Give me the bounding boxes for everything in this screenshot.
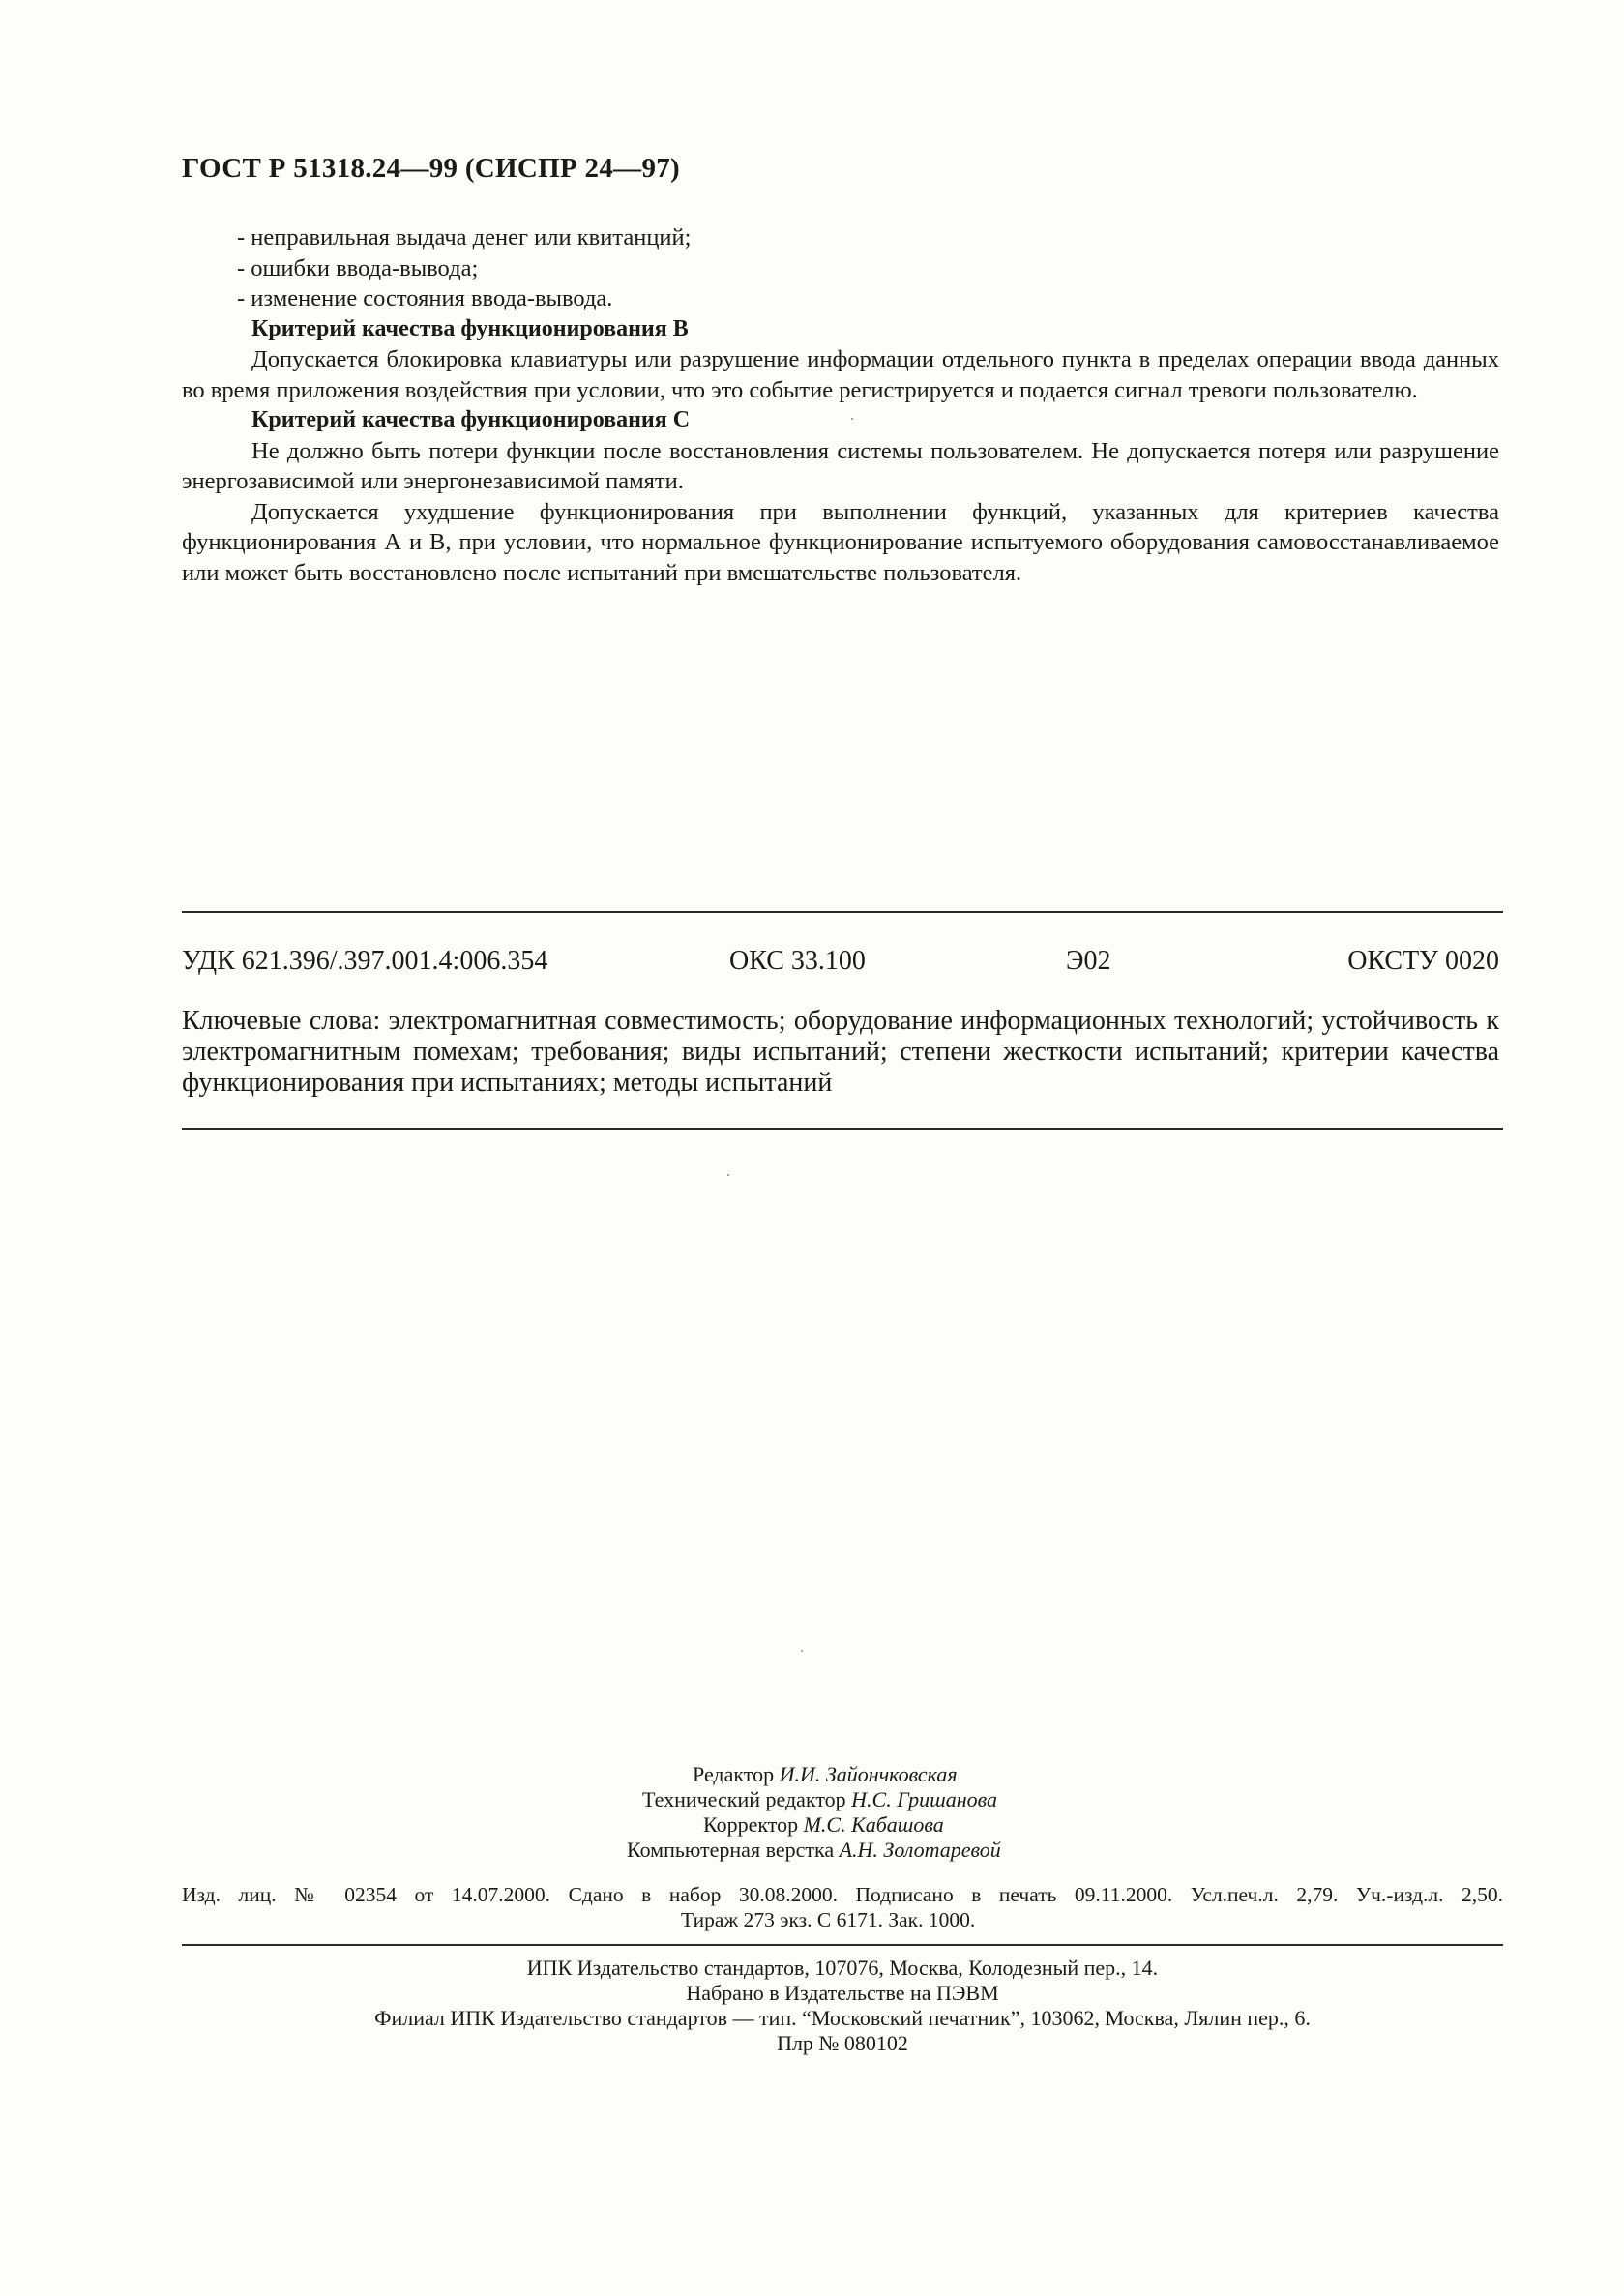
bullet-item: - изменение состояния ввода-вывода. bbox=[237, 285, 613, 311]
scan-speck bbox=[851, 418, 853, 420]
corrector-credit bbox=[703, 1812, 944, 1838]
scan-speck bbox=[727, 1174, 729, 1176]
tech-editor-name: Н.С. Гришанова bbox=[851, 1787, 998, 1811]
bullet-item: - ошибки ввода-вывода; bbox=[237, 254, 479, 281]
criterion-c-paragraph: Не должно быть потери функции после восстановления системы пользователем. Не допускается потеря или разрушение энергозависимой или энергонезависимой памяти. bbox=[182, 437, 1499, 494]
scan-speck bbox=[801, 1650, 803, 1652]
degradation-paragraph: Допускается ухудшение функционирования при выполнении функций, указанных для критериев качества функционирования А и В, при условии, что нормальное функционирование испытуемого оборудования самовосстанавливаемое или может быть восстановлено после испытаний при вмешательстве пользователя. bbox=[182, 498, 1499, 586]
okstu-code: ОКСТУ 0020 bbox=[1347, 946, 1499, 976]
publisher-line: Набрано в Издательстве на ПЭВМ bbox=[686, 1981, 999, 2005]
oks-code: ОКС 33.100 bbox=[729, 946, 866, 976]
publisher-divider bbox=[182, 1944, 1503, 1946]
editor-label: Редактор bbox=[693, 1762, 775, 1786]
criterion-b-paragraph: Допускается блокировка клавиатуры или разрушение информации отдельного пункта в пределах операции ввода данных во время приложения воздействия при условии, что это событие регистрируется и подается сигнал тревоги пользователю. bbox=[182, 346, 1499, 403]
tech-editor-label: Технический редактор bbox=[642, 1787, 846, 1811]
publisher-line: Плр № 080102 bbox=[777, 2031, 908, 2055]
udk-code: УДК 621.396/.397.001.4:006.354 bbox=[182, 946, 548, 976]
criterion-b-heading: Критерий качества функционирования В bbox=[251, 315, 689, 341]
corrector-name: М.С. Кабашова bbox=[803, 1812, 944, 1837]
bullet-item: - неправильная выдача денег или квитанций; bbox=[237, 224, 692, 250]
bottom-divider bbox=[182, 1128, 1503, 1130]
layout-credit bbox=[627, 1838, 1001, 1863]
publisher-block bbox=[182, 1956, 1503, 2056]
top-divider bbox=[182, 911, 1503, 913]
imprint-line: Тираж 273 экз. С 6171. Зак. 1000. bbox=[681, 1908, 976, 1931]
publisher-line: Филиал ИПК Издательство стандартов — тип. “Московский печатник”, 103062, Москва, Лялин пер., 6. bbox=[374, 2006, 1311, 2030]
imprint-block bbox=[182, 1882, 1503, 1932]
editor-credit bbox=[693, 1762, 958, 1787]
classification-row bbox=[182, 946, 1499, 985]
editor-name: И.И. Зайончковская bbox=[779, 1762, 958, 1786]
page-header-title: ГОСТ Р 51318.24—99 (СИСПР 24—97) bbox=[182, 153, 681, 184]
criterion-c-heading: Критерий качества функционирования С bbox=[251, 407, 691, 432]
keywords-text: Ключевые слова: электромагнитная совместимость; оборудование информационных технологий; устойчивость к электромагнитным помехам; требования; виды испытаний; степени жесткости испытаний; критерии качества функционирования при испытаниях; методы испытаний bbox=[182, 1006, 1499, 1098]
publisher-line: ИПК Издательство стандартов, 107076, Москва, Колодезный пер., 14. bbox=[526, 1956, 1159, 1980]
imprint-line: Изд. лиц. № 02354 от 14.07.2000. Сдано в набор 30.08.2000. Подписано в печать 09.11.2000. Усл.печ.л. 2,79. Уч.-изд.л. 2,50. bbox=[182, 1883, 1503, 1906]
layout-name: А.Н. Золотаревой bbox=[839, 1838, 1001, 1862]
layout-label: Компьютерная верстка bbox=[627, 1838, 835, 1862]
group-code: Э02 bbox=[1066, 946, 1111, 976]
body-text bbox=[182, 222, 1499, 588]
corrector-label: Корректор bbox=[703, 1812, 799, 1837]
tech-editor-credit bbox=[642, 1787, 997, 1812]
